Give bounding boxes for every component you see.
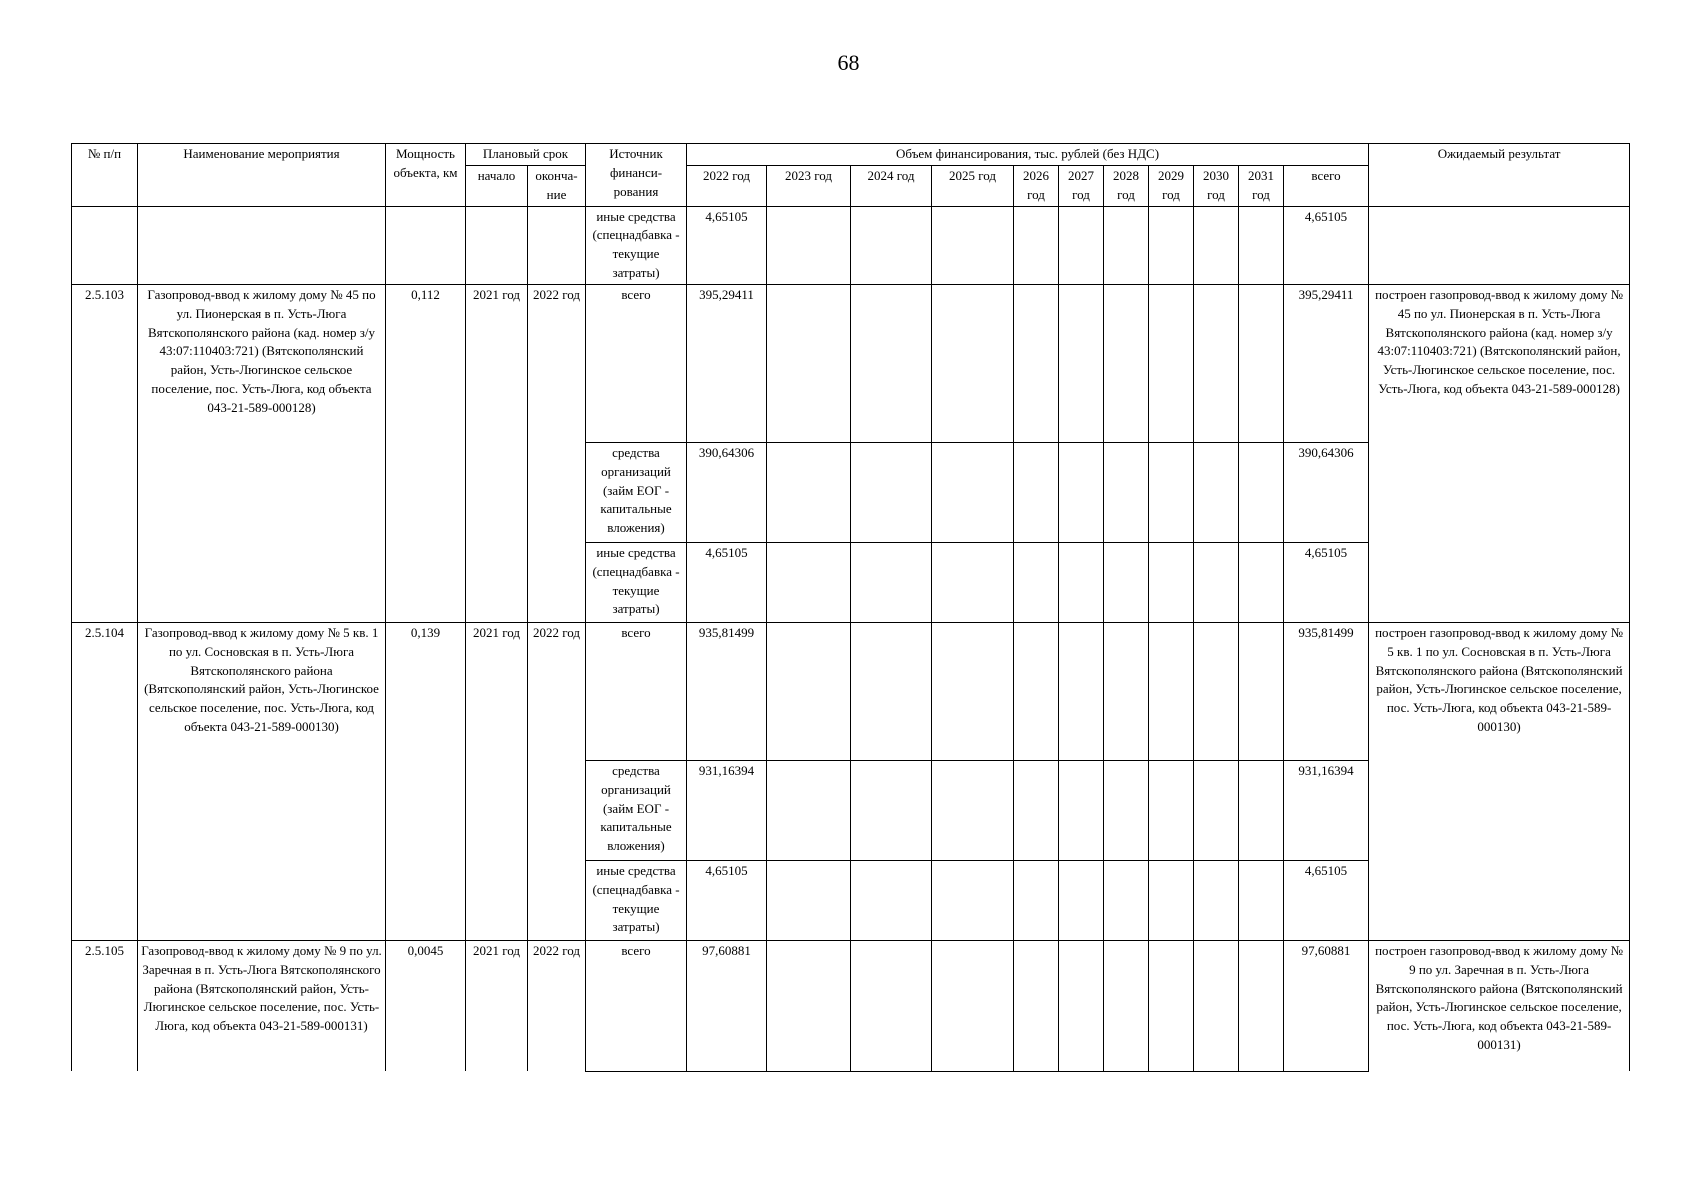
value-2022: 935,81499 xyxy=(687,622,767,760)
item-capacity: 0,112 xyxy=(386,284,466,622)
value-total: 395,29411 xyxy=(1284,284,1369,442)
value-2022: 395,29411 xyxy=(687,284,767,442)
header-year-2029: 2029 год xyxy=(1149,165,1194,206)
item-capacity: 0,139 xyxy=(386,622,466,940)
item-start: 2021 год xyxy=(466,284,528,622)
item-name: Газопровод-ввод к жилому дому № 45 по ул. Пионерская в п. Усть-Люга Вятскополянского района (кад. номер з/у 43:07:110403:721) (Вятскополянский район, Усть-Люгинское сельское поселение, пос. Усть-Люга, код объекта 043-21-589-000128) xyxy=(138,284,386,622)
source-cell: иные средства (спецнадбавка - текущие затраты) xyxy=(586,860,687,940)
header-source: Источник финанси-рования xyxy=(586,144,687,207)
page-number: 68 xyxy=(837,50,860,75)
value-total: 4,65105 xyxy=(1284,542,1369,622)
header-num: № п/п xyxy=(72,144,138,207)
value-2022: 390,64306 xyxy=(687,442,767,542)
item-name: Газопровод-ввод к жилому дому № 9 по ул. Заречная в п. Усть-Люга Вятскополянского района (Вятскополянский район, Усть-Люгинское сельское поселение, пос. Усть-Люга, код объекта 043-21-589-000131) xyxy=(138,940,386,1071)
source-cell: всего xyxy=(586,622,687,760)
value-total: 4,65105 xyxy=(1284,206,1369,284)
header-year-2026: 2026 год xyxy=(1014,165,1059,206)
header-start: начало xyxy=(466,165,528,206)
item-result: построен газопровод-ввод к жилому дому № 9 по ул. Заречная в п. Усть-Люга Вятскополянского района (Вятскополянский район, Усть-Люгинское сельское поселение, пос. Усть-Люга, код объекта 043-21-589-000131) xyxy=(1369,940,1630,1071)
item-num: 2.5.105 xyxy=(72,940,138,1071)
value-total: 97,60881 xyxy=(1284,940,1369,1071)
table-row xyxy=(72,940,1630,1071)
table-row xyxy=(72,622,1630,760)
item-name: Газопровод-ввод к жилому дому № 5 кв. 1 по ул. Сосновская в п. Усть-Люга Вятскополянского района (Вятскополянский район, Усть-Люгинское сельское поселение, пос. Усть-Люга, код объекта 043-21-589-000130) xyxy=(138,622,386,940)
header-end: оконча-ние xyxy=(528,165,586,206)
value-total: 931,16394 xyxy=(1284,760,1369,860)
header-year-2031: 2031 год xyxy=(1239,165,1284,206)
source-cell: иные средства (спецнадбавка - текущие затраты) xyxy=(586,206,687,284)
header-year-2028: 2028 год xyxy=(1104,165,1149,206)
item-end: 2022 год xyxy=(528,622,586,940)
value-2022: 4,65105 xyxy=(687,542,767,622)
item-end: 2022 год xyxy=(528,940,586,1071)
source-cell: всего xyxy=(586,284,687,442)
header-plan-term: Плановый срок xyxy=(466,144,586,166)
header-result: Ожидаемый результат xyxy=(1369,144,1630,207)
header-year-2027: 2027 год xyxy=(1059,165,1104,206)
header-year-2030: 2030 год xyxy=(1194,165,1239,206)
source-cell: средства организаций (займ ЕОГ - капитальные вложения) xyxy=(586,760,687,860)
funding-table xyxy=(71,143,1630,1072)
header-year-2022: 2022 год xyxy=(687,165,767,206)
item-start: 2021 год xyxy=(466,622,528,940)
header-year-2024: 2024 год xyxy=(851,165,932,206)
source-cell: иные средства (спецнадбавка - текущие затраты) xyxy=(586,542,687,622)
value-total: 390,64306 xyxy=(1284,442,1369,542)
header-total: всего xyxy=(1284,165,1369,206)
item-result: построен газопровод-ввод к жилому дому № 45 по ул. Пионерская в п. Усть-Люга Вятскополянского района (кад. номер з/у 43:07:110403:721) (Вятскополянский район, Усть-Люгинское сельское поселение, пос. Усть-Люга, код объекта 043-21-589-000128) xyxy=(1369,284,1630,622)
item-capacity: 0,0045 xyxy=(386,940,466,1071)
header-year-2025: 2025 год xyxy=(932,165,1014,206)
source-cell: всего xyxy=(586,940,687,1071)
header-name: Наименование мероприятия xyxy=(138,144,386,207)
header-capacity: Мощность объекта, км xyxy=(386,144,466,207)
source-cell: средства организаций (займ ЕОГ - капитальные вложения) xyxy=(586,442,687,542)
item-start: 2021 год xyxy=(466,940,528,1071)
value-total: 4,65105 xyxy=(1284,860,1369,940)
header-funding: Объем финансирования, тыс. рублей (без НДС) xyxy=(687,144,1369,166)
item-num: 2.5.104 xyxy=(72,622,138,940)
item-num: 2.5.103 xyxy=(72,284,138,622)
value-2022: 931,16394 xyxy=(687,760,767,860)
item-end: 2022 год xyxy=(528,284,586,622)
item-result: построен газопровод-ввод к жилому дому № 5 кв. 1 по ул. Сосновская в п. Усть-Люга Вятскополянского района (Вятскополянский район, Усть-Люгинское сельское поселение, пос. Усть-Люга, код объекта 043-21-589-000130) xyxy=(1369,622,1630,940)
table-row xyxy=(72,206,1630,284)
table-header xyxy=(72,144,1630,207)
header-year-2023: 2023 год xyxy=(767,165,851,206)
table-row xyxy=(72,284,1630,442)
value-2022: 4,65105 xyxy=(687,206,767,284)
value-total: 935,81499 xyxy=(1284,622,1369,760)
value-2022: 97,60881 xyxy=(687,940,767,1071)
value-2022: 4,65105 xyxy=(687,860,767,940)
